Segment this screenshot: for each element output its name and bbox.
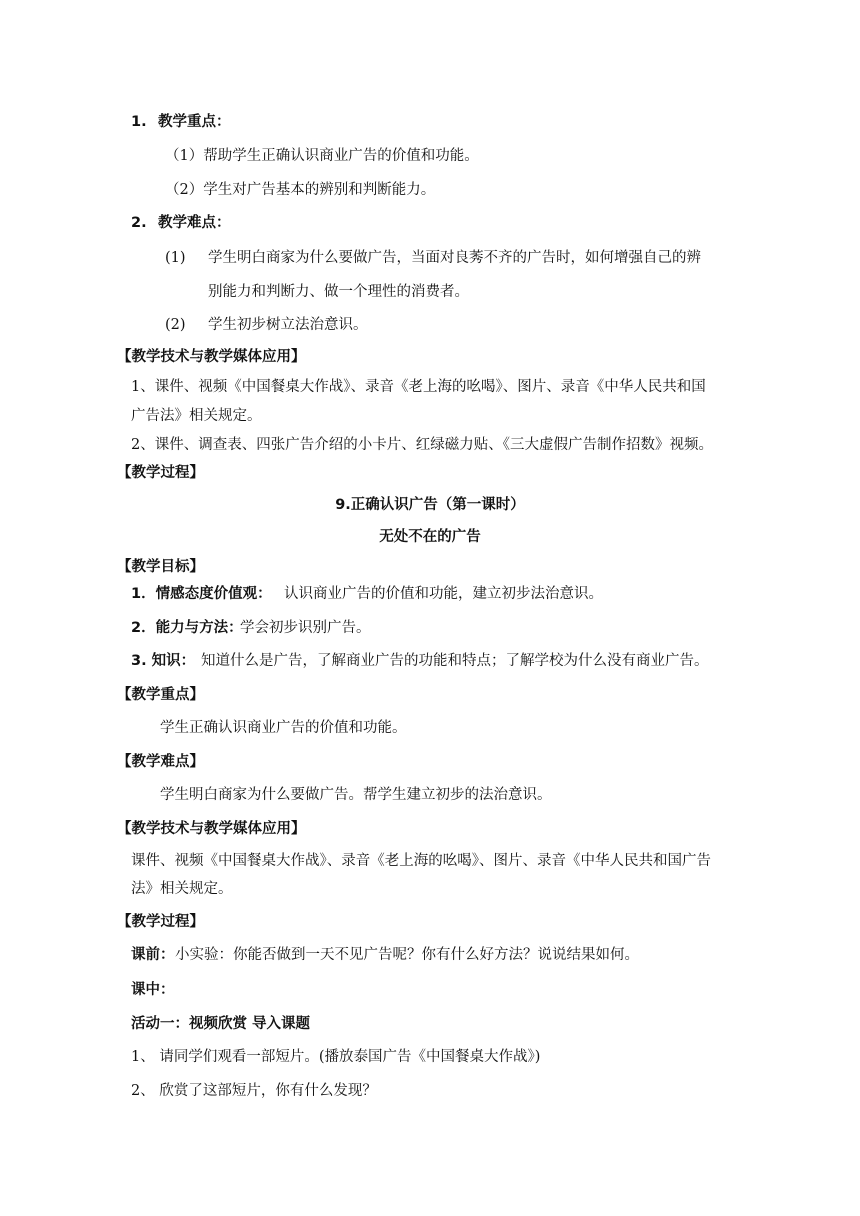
lesson-title: 9.正确认识广告（第一课时） — [335, 497, 525, 513]
list-number: (2) — [165, 317, 186, 333]
paragraph: 别能力和判断力、做一个理性的消费者。 — [208, 284, 469, 300]
goal-label: 3. 知识： — [131, 653, 196, 669]
paragraph: 学生明白商家为什么要做广告，当面对良莠不齐的广告时，如何增强自己的辨 — [208, 250, 701, 266]
section-heading: 【教学难点】 — [117, 754, 204, 770]
paragraph: 学生正确认识商业广告的价值和功能。 — [160, 720, 407, 736]
list-item: 2、 欣赏了这部短片，你有什么发现？ — [131, 1083, 377, 1099]
paragraph: 1、课件、视频《中国餐桌大作战》、录音《老上海的吆喝》、图片、录音《中华人民共和国 — [131, 379, 706, 395]
paragraph: 法》相关规定。 — [131, 881, 233, 897]
activity-heading: 活动一：视频欣赏 导入课题 — [131, 1016, 311, 1032]
section-heading: 教学重点： — [158, 114, 231, 130]
section-heading: 【教学目标】 — [117, 559, 204, 575]
stage-label: 课中： — [131, 982, 175, 998]
stage-label: 课前： — [131, 947, 175, 963]
section-heading: 教学难点： — [158, 215, 231, 231]
paragraph: 2、课件、调查表、四张广告介绍的小卡片、红绿磁力贴、《三大虚假广告制作招数》视频。 — [131, 437, 713, 453]
list-number: (1) — [165, 250, 186, 266]
goal-text: 认识商业广告的价值和功能，建立初步法治意识。 — [284, 586, 603, 602]
list-number: 1. — [131, 114, 147, 130]
paragraph: 学生初步树立法治意识。 — [208, 317, 368, 333]
paragraph: 学生明白商家为什么要做广告。帮学生建立初步的法治意识。 — [160, 787, 552, 803]
paragraph: 课件、视频《中国餐桌大作战》、录音《老上海的吆喝》、图片、录音《中华人民共和国广告 — [131, 853, 711, 869]
paragraph: 广告法》相关规定。 — [131, 408, 262, 424]
paragraph: （2）学生对广告基本的辨别和判断能力。 — [165, 182, 436, 198]
list-number: 2. — [131, 215, 147, 231]
section-heading: 【教学技术与教学媒体应用】 — [117, 821, 306, 837]
list-item: 1、 请同学们观看一部短片。(播放泰国广告《中国餐桌大作战》) — [131, 1049, 541, 1065]
section-heading: 【教学过程】 — [117, 465, 204, 481]
goal-label: 1．情感态度价值观： — [131, 586, 272, 602]
lesson-subtitle: 无处不在的广告 — [379, 529, 481, 545]
goal-text: 学会初步识别广告。 — [240, 620, 371, 636]
paragraph: 小实验：你能否做到一天不见广告呢？你有什么好方法？说说结果如何。 — [175, 947, 639, 963]
section-heading: 【教学技术与教学媒体应用】 — [117, 349, 306, 365]
paragraph: （1）帮助学生正确认识商业广告的价值和功能。 — [165, 148, 479, 164]
goal-label: 2．能力与方法： — [131, 620, 243, 636]
goal-text: 知道什么是广告，了解商业广告的功能和特点；了解学校为什么没有商业广告。 — [201, 653, 709, 669]
section-heading: 【教学重点】 — [117, 687, 204, 703]
section-heading: 【教学过程】 — [117, 914, 204, 930]
